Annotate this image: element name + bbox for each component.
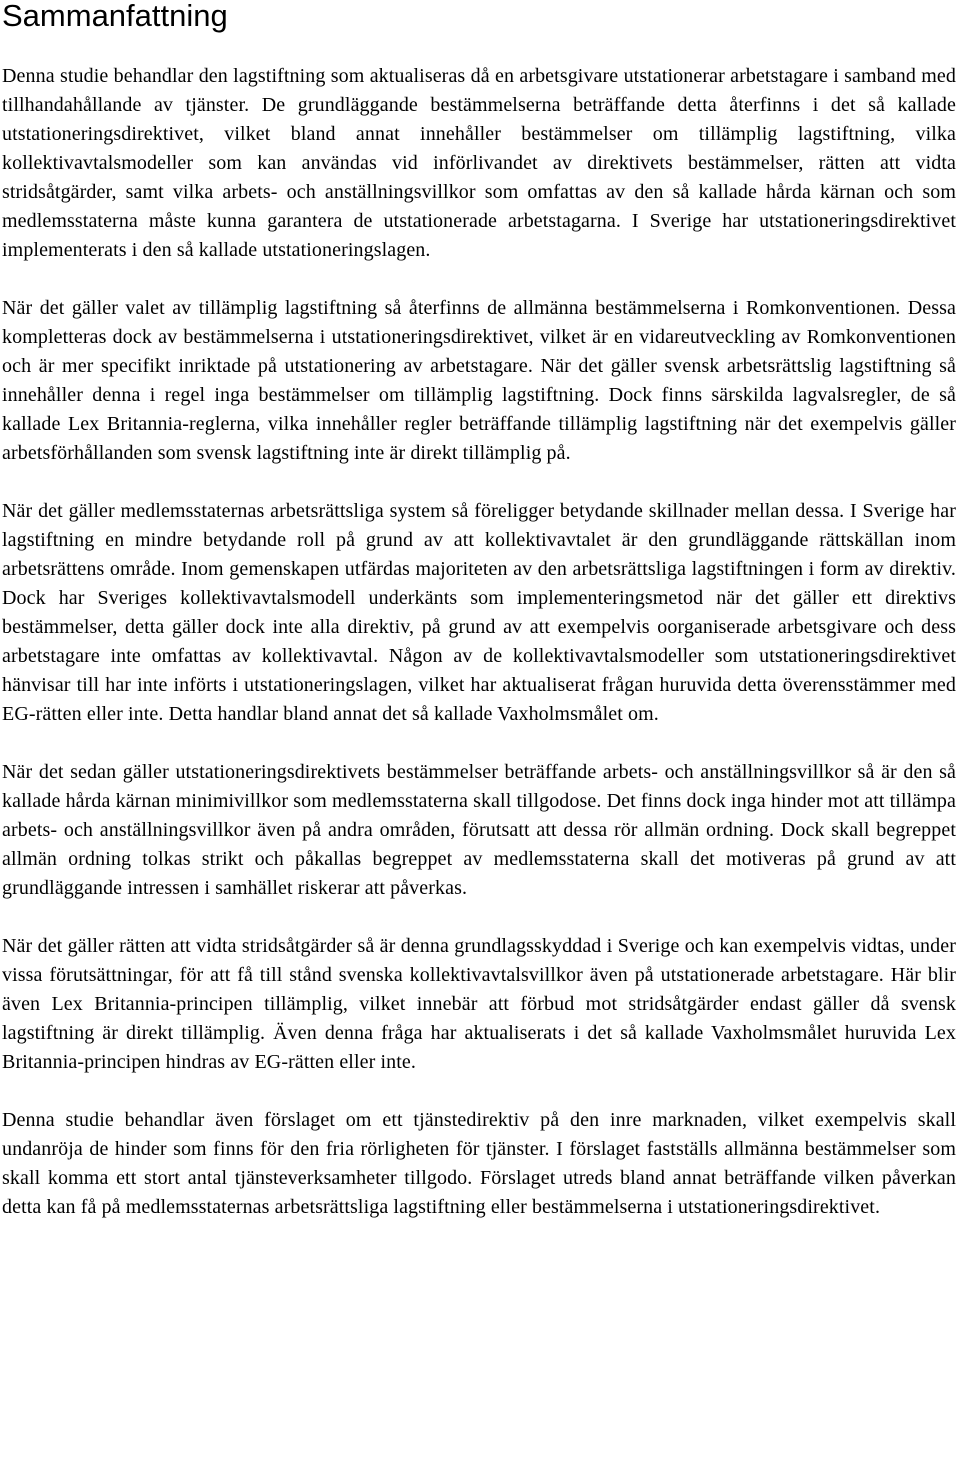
document-page (2, 0, 956, 1251)
page-title: Sammanfattning (2, 0, 228, 33)
paragraph-4: När det sedan gäller utstationeringsdirektivets bestämmelser beträffande arbets- och anställningsvillkor så är den så kallade hårda kärnan minimivillkor som medlemsstaterna skall tillgodose. Det finns dock inga hinder mot att tillämpa arbets- och anställningsvillkor även på andra områden, förutsatt att dessa rör allmän ordning. Dock skall begreppet allmän ordning tolkas strikt och påkallas begreppet av medlemsstaterna skall det motiveras på grund av att grundläggande intressen i samhället riskerar att påverkas. (2, 761, 956, 899)
paragraph-6: Denna studie behandlar även förslaget om ett tjänstedirektiv på den inre marknaden, vilket exempelvis skall undanröja de hinder som finns för den fria rörligheten för tjänster. I förslaget fastställs allmänna bestämmelser som skall komma ett stort antal tjänsteverksamheter tillgodo. Förslaget utreds bland annat beträffande vilken påverkan detta kan få på medlemsstaternas arbetsrättsliga lagstiftning eller bestämmelserna i utstationeringsdirektivet. (2, 1109, 956, 1218)
paragraph-2: När det gäller valet av tillämplig lagstiftning så återfinns de allmänna bestämmelserna i Romkonventionen. Dessa kompletteras dock av bestämmelserna i utstationeringsdirektivet, vilket är en vidareutveckling av Romkonventionen och är mer specifikt inriktade på utstationering av arbetstagare. När det gäller svensk arbetsrättslig lagstiftning så innehåller denna i regel inga bestämmelser om tillämplig lagstiftning. Dock finns särskilda lagvalsregler, de så kallade Lex Britannia-reglerna, vilka innehåller regler beträffande tillämplig lagstiftning när det exempelvis gäller arbetsförhållanden som svensk lagstiftning inte är direkt tillämplig på. (2, 297, 956, 464)
paragraph-3: När det gäller medlemsstaternas arbetsrättsliga system så föreligger betydande skillnader mellan dessa. I Sverige har lagstiftning en mindre betydande roll på grund av att kollektivavtalet är den grundläggande rättskällan inom arbetsrättens område. Inom gemenskapen utfärdas majoriteten av den arbetsrättsliga lagstiftningen i form av direktiv. Dock har Sveriges kollektivavtalsmodell underkänts som implementeringsmetod när det gäller ett direktivs bestämmelser, detta gäller dock inte alla direktiv, på grund av att exempelvis oorganiserade arbetsgivare och dess arbetstagare inte omfattas av kollektivavtal. Någon av de kollektivavtalsmodeller som utstationeringsdirektivet hänvisar till har inte införts i utstationeringslagen, vilket har aktualiserat frågan huruvida detta överensstämmer med EG-rätten eller inte. Detta handlar bland annat det så kallade Vaxholmsmålet om. (2, 500, 956, 725)
paragraph-1: Denna studie behandlar den lagstiftning som aktualiseras då en arbetsgivare utstationerar arbetstagare i samband med tillhandahållande av tjänster. De grundläggande bestämmelserna beträffande detta återfinns i det så kallade utstationeringsdirektivet, vilket bland annat innehåller bestämmelser om tillämplig lagstiftning, vilka kollektivavtalsmodeller som kan användas vid införlivandet av direktivets bestämmelser, rätten att vidta stridsåtgärder, samt vilka arbets- och anställningsvillkor som omfattas av den så kallade hårda kärnan och som medlemsstaterna måste kunna garantera de utstationerade arbetstagarna. I Sverige har utstationeringsdirektivet implementerats i den så kallade utstationeringslagen. (2, 65, 956, 261)
paragraph-5: När det gäller rätten att vidta stridsåtgärder så är denna grundlagsskyddad i Sverige och kan exempelvis vidtas, under vissa förutsättningar, för att få till stånd svenska kollektivavtalsvillkor även på utstationerade arbetstagare. Här blir även Lex Britannia-principen tillämplig, vilket innebär att förbud mot stridsåtgärder endast gäller då svensk lagstiftning är direkt tillämplig. Även denna fråga har aktualiserats i det så kallade Vaxholmsmålet huruvida Lex Britannia-principen hindras av EG-rätten eller inte. (2, 935, 956, 1073)
